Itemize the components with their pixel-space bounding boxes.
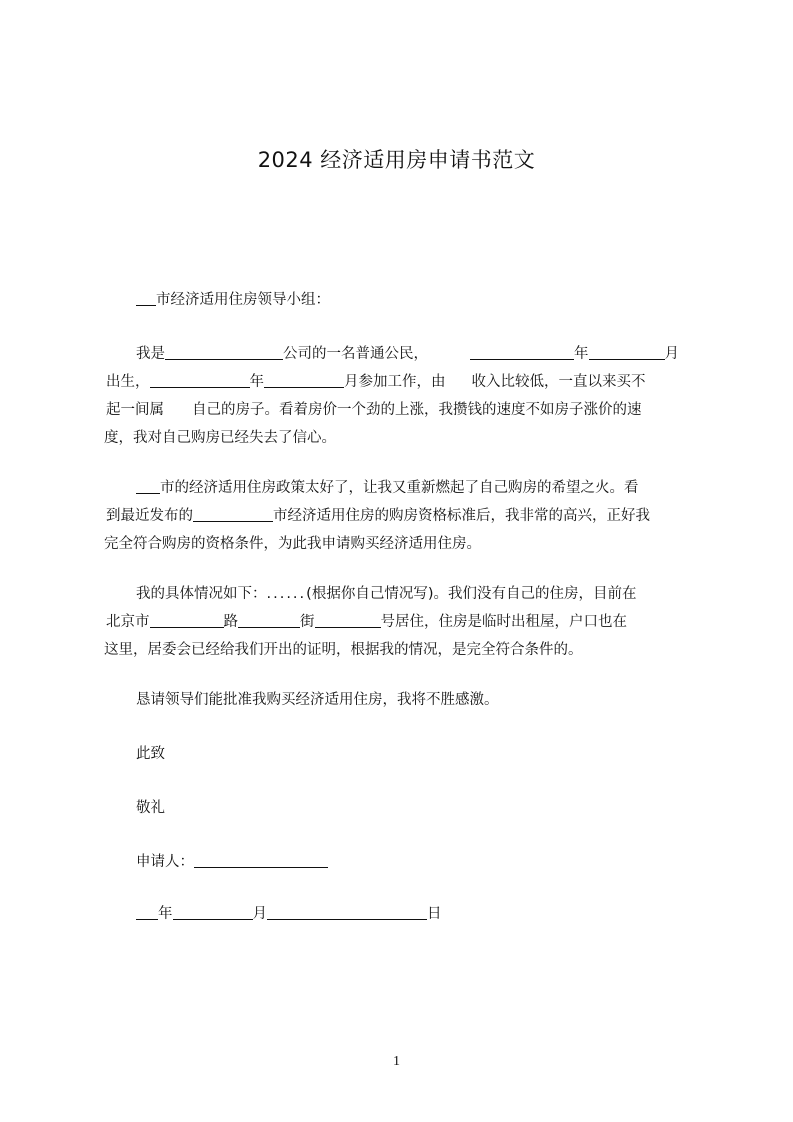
- paragraph-2-line-3: 完全符合购房的资格条件，为此我申请购买经济适用住房。: [104, 536, 481, 552]
- blank-road: [150, 612, 224, 628]
- page-number: 1: [393, 1054, 400, 1069]
- closing-2: 敬礼: [136, 800, 165, 816]
- page-title: 2024 经济适用房申请书范文: [257, 148, 536, 172]
- blank-work-month: [264, 372, 344, 388]
- paragraph-3: [104, 580, 700, 664]
- closing-1: 此致: [136, 746, 165, 762]
- blank-city-3: [193, 506, 273, 522]
- salutation-text: 市经济适用住房领导小组：: [156, 292, 330, 308]
- blank-work-year: [150, 372, 250, 388]
- applicant-label: 申请人：: [136, 854, 194, 870]
- paragraph-2-line-2: 到最近发布的 市经济适用住房的购房资格标准后，我非常的高兴，正好我: [106, 508, 650, 524]
- blank-birth-year: [470, 344, 574, 360]
- paragraph-4: 恳请领导们能批准我购买经济适用住房，我将不胜感激。: [136, 692, 499, 708]
- blank-applicant-name: [194, 852, 328, 868]
- blank-birth-month: [589, 344, 665, 360]
- blank-day: [267, 904, 427, 920]
- paragraph-2-line-1: 市的经济适用住房政策太好了，让我又重新燃起了自己购房的希望之火。看: [104, 474, 700, 502]
- paragraph-1-line-2: 出生， 年 月参加工作，由 收入比较低，一直以来买不: [106, 374, 646, 390]
- applicant-line: [104, 848, 700, 876]
- blank-year: [136, 904, 158, 920]
- paragraph-1-line-1: 我是 公司的一名普通公民， 年 月: [136, 346, 679, 362]
- paragraph-1-line-4: 度，我对自己购房已经失去了信心。: [104, 430, 336, 446]
- salutation: [104, 286, 700, 314]
- paragraph-3-line-2: 北京市 路 街 号居住，住房是临时出租屋，户口也在: [106, 614, 627, 630]
- blank-company: [165, 344, 283, 360]
- blank-city-2: [136, 478, 160, 494]
- paragraph-2: [104, 474, 700, 558]
- paragraph-1: [104, 340, 700, 452]
- blank-street: [238, 612, 300, 628]
- blank-city: [136, 290, 156, 306]
- paragraph-3-line-3: 这里，居委会已经给我们开出的证明，根据我的情况，是完全符合条件的。: [104, 642, 583, 658]
- blank-month: [173, 904, 253, 920]
- date-line: 年 月 日: [104, 900, 700, 928]
- paragraph-1-line-3: 起一间属 自己的房子。看着房价一个劲的上涨，我攒钱的速度不如房子涨价的速: [106, 402, 642, 418]
- blank-number: [315, 612, 381, 628]
- paragraph-3-line-1: 我的具体情况如下：......(根据你自己情况写)。我们没有自己的住房，目前在: [136, 586, 637, 602]
